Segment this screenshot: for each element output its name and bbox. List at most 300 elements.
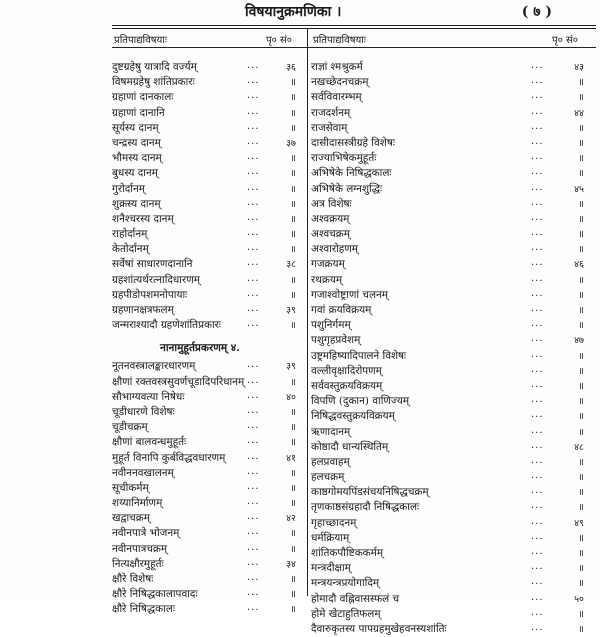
entry-title: जन्मराश्यादौ ग्रहणेशांतिप्रकारः [112,319,222,332]
entry-title: क्षौरे विशेषः [112,573,154,585]
entry-page: ४६ [574,259,584,271]
leader-dots: ... [531,60,544,71]
toc-entry [311,227,596,242]
entry-title: दैवारुकृतस्य पापग्रहमुखेहवनस्यशांतिः [311,622,447,635]
entry-title: क्षौणां बालवन्धमुहूर्तः [112,436,187,449]
leader-dots: ... [531,500,544,512]
entry-page: ४७ [574,335,584,347]
entry-title: राज्याभिषेकमुहूर्तः [311,152,377,165]
entry-page: ४२ [286,513,296,525]
toc-entry [112,75,306,90]
entry-page: ॥ [578,213,584,225]
entry-title: सर्ववस्तुक्रयविक्रयम् [311,379,383,392]
toc-entry [311,288,596,303]
entry-title: होमे खेटाहुतिफलम् [311,607,381,620]
entry-page: ४४ [574,107,584,119]
entry-title: रथक्रयम् [311,273,343,286]
toc-entry [112,405,306,420]
toc-entry [112,526,306,541]
leader-dots: ... [247,480,260,492]
leader-dots: ... [531,272,544,284]
toc-entry [311,349,596,364]
entry-title: चन्द्रस्य दानम् [112,136,161,149]
leader-dots: ... [247,602,260,614]
entry-title: वल्लीवृक्षादिरोपणम् [311,364,382,377]
toc-entry [112,481,306,496]
entry-title: अत्र विशेषः [311,197,352,210]
entry-title: ग्रहपीडोपशमनोपायाः [112,288,188,301]
leader-dots: ... [531,515,544,527]
toc-entry [311,364,596,379]
entry-title: सौभाग्यवत्या निषेधः [112,390,185,403]
leader-dots: ... [247,435,260,447]
entry-title: अभिषेके लग्नशुद्धिः [311,182,383,195]
leader-dots: ... [531,606,544,618]
toc-entry [112,227,306,242]
entry-page: ॥ [578,623,584,635]
toc-entry [311,90,596,105]
leader-dots: ... [531,166,544,178]
leader-dots: ... [247,587,260,599]
entry-page: ॥ [290,198,296,210]
toc-entry [311,409,596,424]
leader-dots: ... [531,196,544,208]
toc-entry [311,379,596,394]
entry-page: ॥ [290,168,296,180]
toc-entry [311,75,596,90]
entry-page: ॥ [578,122,584,134]
toc-entry [112,242,306,257]
column-divider [307,28,308,596]
entry-page: ॥ [290,289,296,301]
entry-page: ॥ [578,456,584,468]
entry-title: ग्रहणानक्षत्रफलम् [112,304,174,316]
entry-page: ३८ [286,259,296,271]
toc-entry [112,303,306,318]
entry-title: राजसेवाम् [311,121,348,134]
leader-dots: ... [531,90,544,102]
leader-dots: ... [247,120,260,132]
leader-dots: ... [247,135,260,147]
toc-entry [311,318,596,333]
toc-entry [311,212,596,227]
toc-entry [112,587,306,602]
toc-entry [112,602,306,617]
entry-page: ॥ [290,498,296,510]
entry-page: ॥ [290,320,296,332]
toc-entry [311,60,596,75]
entry-page: ४३ [574,62,584,73]
toc-entry [311,242,596,257]
entry-page: ॥ [290,528,296,540]
entry-page: ॥ [290,183,296,195]
toc-entry [112,121,306,136]
entry-title: सर्वविवारम्भम् [311,91,362,104]
toc-entry [311,440,596,455]
entry-title: विषमग्रहेषु शांतिप्रकारः [112,76,195,89]
toc-entry [311,333,596,348]
leader-dots: ... [531,151,544,163]
entry-title: सर्वेषां साधारणदानानि [112,258,193,271]
toc-entry [311,257,596,272]
entry-page: ॥ [290,122,296,134]
entry-title: गजाश्वोष्ट्राणां चलनम् [311,288,389,301]
leader-dots: ... [531,561,544,573]
toc-entry [311,455,596,470]
page-number: ( ७ ) [521,4,552,20]
leader-dots: ... [531,287,544,299]
leader-dots: ... [531,227,544,239]
right-column-header [311,30,596,48]
entry-page: ॥ [578,487,584,499]
leader-dots: ... [531,576,544,588]
toc-entry [112,166,306,181]
entry-page: ॥ [290,153,296,165]
toc-entry [112,466,306,481]
entry-page: ३९ [286,361,296,373]
toc-entry [112,136,306,151]
entry-title: ग्रहाणां दानकालः [112,91,174,104]
leader-dots: ... [531,378,544,390]
toc-entry [311,303,596,318]
leader-dots: ... [247,105,260,117]
entry-title: नवीननवखालनम् [112,466,174,479]
toc-entry [112,182,306,197]
leader-dots: ... [247,465,260,477]
entry-title: धर्मक्रियाम् [311,531,350,544]
entry-page: ॥ [578,137,584,149]
entry-title: दुष्टग्रहेषु यात्रादि वर्ज्यम् [112,61,197,73]
toc-entry [112,318,306,333]
leader-dots: ... [247,60,260,71]
toc-entry [311,425,596,440]
entry-page: ॥ [290,437,296,449]
entry-title: गवां क्रयविक्रयम् [311,304,372,316]
entry-title: मन्त्रयन्त्रप्रयोगादिम् [311,577,380,590]
page-title: विषयानुक्रमणिका । [245,4,342,20]
entry-title: ग्रहाणां दानानि [112,106,165,119]
leader-dots: ... [531,242,544,254]
leader-dots: ... [531,424,544,436]
toc-entry [311,592,596,607]
toc-entry [311,531,596,546]
leader-dots: ... [247,496,260,508]
entry-title: नित्यक्षौरमुहूर्तः [112,557,164,570]
page-header [110,2,590,22]
entry-page: ३९ [286,305,296,316]
entry-page: ॥ [578,198,584,210]
leader-dots: ... [531,454,544,466]
entry-page: ॥ [578,396,584,408]
leader-dots: ... [247,511,260,523]
entry-title: अश्वचक्रम् [311,228,350,241]
entry-title: उष्ट्रमहिष्यादिपालने विशेषः [311,349,407,362]
leader-dots: ... [531,211,544,223]
entry-page: ॥ [290,77,296,89]
entry-title: होमादौ वह्निवासस्फलं च [311,592,400,605]
entry-title: तृणकाष्ठसंग्रहादौ निषिद्धकालः [311,501,420,514]
entry-title: मुहूर्त विनापि कुर्बविद्धवधारणम् [112,451,226,464]
leader-dots: ... [531,348,544,360]
entry-title: शनैश्चरस्य दानम् [112,212,174,225]
leader-dots: ... [247,227,260,239]
left-column [112,30,306,618]
entry-page: ॥ [578,92,584,104]
leader-dots: ... [247,303,260,314]
leader-dots: ... [247,404,260,416]
toc-entry [311,500,596,515]
toc-entry [311,470,596,485]
entry-page: ॥ [578,229,584,241]
toc-entry [112,375,306,390]
section-title: नानामुहूर्तप्रकरणम् ४. [160,342,240,355]
entry-page: ॥ [578,472,584,484]
entry-title: गुरोर्दानम् [112,182,145,195]
entry-page: ॥ [578,274,584,286]
leader-dots: ... [247,572,260,583]
entry-title: ग्रहशांत्यर्थरत्नादिधारणम् [112,273,200,286]
entry-title: केतोर्दानम् [112,243,149,256]
entry-page: ॥ [290,406,296,418]
entry-title: हलप्रवाहम् [311,455,350,468]
entry-page: ॥ [290,92,296,104]
entry-page: ५० [574,593,584,605]
toc-entry [311,182,596,197]
entry-page: ॥ [578,578,584,590]
leader-dots: ... [531,621,544,633]
entry-title: क्षौणां रक्तवस्त्रसुवर्णचूडादिपरिधानम् [112,375,245,388]
toc-entry [311,136,596,151]
entry-title: शुक्रस्य दानम् [112,197,161,210]
entry-title: निषिद्धवस्तुक्रयविक्रयम् [311,410,395,423]
entry-page: ॥ [290,229,296,241]
toc-entry [112,273,306,288]
entry-title: नवीनपात्रचक्रम् [112,542,168,555]
leader-dots: ... [531,181,544,193]
leader-dots: ... [247,318,260,330]
entry-page: ॥ [290,482,296,494]
leader-dots: ... [531,363,544,375]
toc-entry [112,151,306,166]
entry-page: ॥ [290,107,296,119]
entry-title: विपणि (दुकान) वाणिज्यम् [311,395,410,408]
entry-title: सूचीकर्मम् [112,481,149,494]
entry-page: ॥ [578,563,584,575]
header-rule-2 [112,28,596,29]
entry-title: दासीदासस्त्रीग्रहे विशेषः [311,136,395,149]
leader-dots: ... [247,541,260,553]
entry-page: ३४ [286,558,296,570]
entry-title: अश्वक्रयम् [311,212,350,225]
toc-entry [311,485,596,500]
entry-title: कोष्ठादौ धान्यस्थितिम् [311,440,389,453]
leader-dots: ... [247,151,260,163]
entry-page: ॥ [578,77,584,89]
entry-page: ॥ [290,376,296,388]
toc-entry [311,106,596,121]
toc-entry [112,288,306,303]
toc-entry [311,197,596,212]
leader-dots: ... [247,359,260,371]
entry-title: अश्वारोहणम् [311,243,359,256]
entry-title: भौमस्य दानम् [112,152,162,165]
right-column [311,30,596,637]
entry-page: ॥ [290,467,296,479]
entry-title: चूडीधारणे विशेषः [112,405,175,418]
toc-entry [112,212,306,227]
leader-dots: ... [247,75,260,87]
leader-dots: ... [531,409,544,421]
leader-dots: ... [247,166,260,178]
toc-entry [311,622,596,637]
entry-page: ॥ [290,274,296,286]
entry-title: राजदर्शनम् [311,106,351,119]
toc-entry [112,435,306,450]
entry-title: नवीनपात्रे भोजनम् [112,527,180,540]
entry-page: ॥ [578,548,584,559]
entry-title: पशुगृहप्रवेशम् [311,334,361,347]
leader-dots: ... [531,257,544,269]
entry-title: अभिषेके निषिद्धकालः [311,167,392,180]
leader-dots: ... [531,394,544,406]
entry-page: ४० [286,391,296,403]
entry-title: पशुनिर्गमम् [311,319,351,332]
toc-entry [311,516,596,531]
leader-dots: ... [247,420,260,432]
toc-entry [311,607,596,622]
entry-title: गृहाच्छादनम् [311,516,357,529]
section-heading [112,333,306,359]
entry-page: ॥ [578,320,584,332]
entry-title: नखच्छेदनचक्रम् [311,76,369,89]
leader-dots: ... [247,181,260,193]
entry-page: ॥ [290,213,296,225]
toc-entry [311,561,596,576]
leader-dots: ... [247,211,260,223]
leader-dots: ... [531,105,544,117]
left-entries [112,60,306,333]
entry-page: ॥ [578,411,584,423]
entry-page: ३६ [286,62,296,73]
leader-dots: ... [247,556,260,568]
leader-dots: ... [531,333,544,345]
toc-entry [311,576,596,591]
toc-entry [112,451,306,466]
column-label: प्रतिपाद्यविषयाः [114,35,167,46]
toc-entry [112,90,306,105]
entry-page: ४९ [574,517,584,529]
leader-dots: ... [247,450,260,462]
entry-title: हलचक्रम् [311,471,345,484]
entry-title: काष्ठगोमयपिंडसंचयनिषिद्धचक्रम् [311,486,429,499]
entry-page: ॥ [578,305,584,316]
entry-title: मन्त्रदीक्षाम् [311,562,351,575]
toc-entry [112,542,306,557]
entry-title: क्षौरे निषिद्धकालापवादः [112,588,198,601]
entry-page: ॥ [578,350,584,362]
right-entries [311,60,596,637]
entry-page: ॥ [290,543,296,555]
leader-dots: ... [531,135,544,147]
entry-page: ॥ [578,502,584,514]
leader-dots: ... [247,374,260,386]
entry-page: ॥ [578,153,584,165]
entry-page: ॥ [578,426,584,438]
toc-entry [311,546,596,561]
toc-entry [311,166,596,181]
entry-title: राज्ञां श्मश्रुकर्म [311,61,363,73]
entry-title: राहोर्दानम् [112,228,148,241]
leader-dots: ... [247,242,260,254]
left-entries-section [112,359,306,617]
toc-entry [112,359,306,374]
entry-title: बुधस्य दानम् [112,167,158,180]
leader-dots: ... [531,530,544,542]
toc-entry [112,197,306,212]
entry-page: ४५ [574,183,584,195]
entry-page: ४८ [574,441,584,453]
entry-title: ऋणादानम् [311,425,351,438]
leader-dots: ... [531,470,544,482]
leader-dots: ... [531,75,544,87]
entry-title: गजक्रयम् [311,258,345,271]
entry-page: ४१ [286,452,296,464]
leader-dots: ... [247,526,260,538]
toc-entry [112,390,306,405]
entry-page: ॥ [578,608,584,620]
entry-page: ॥ [290,244,296,256]
entry-title: खद्वाचक्रम् [112,512,150,525]
entry-page: ॥ [290,574,296,585]
leader-dots: ... [531,120,544,132]
entry-page: ॥ [290,422,296,434]
toc-entry [112,511,306,526]
leader-dots: ... [247,287,260,299]
toc-entry [112,257,306,272]
toc-entry [311,273,596,288]
entry-title: सूर्यस्य दानम् [112,121,159,134]
toc-entry [311,121,596,136]
toc-entry [112,496,306,511]
toc-entry [311,394,596,409]
entry-page: ॥ [578,168,584,180]
leader-dots: ... [247,90,260,102]
leader-dots: ... [531,318,544,330]
entry-title: शय्यानिर्माणम् [112,497,163,510]
entry-page: ॥ [578,532,584,544]
leader-dots: ... [531,303,544,314]
toc-entry [112,557,306,572]
page-label: पृ० सं० [265,35,292,46]
toc-entry [112,572,306,587]
leader-dots: ... [531,546,544,557]
entry-title: नूतनवस्त्रालङ्कारधारणम् [112,360,196,373]
entry-page: ॥ [578,289,584,301]
leader-dots: ... [247,272,260,284]
entry-page: ॥ [290,589,296,601]
entry-page: ॥ [578,365,584,377]
entry-page: ॥ [578,380,584,392]
entry-title: क्षौरे निषिद्धकालः [112,603,175,616]
left-column-header [112,30,306,48]
leader-dots: ... [247,257,260,269]
entry-title: शांतिकपौष्टिककर्मम् [311,547,384,559]
entry-page: ॥ [290,604,296,616]
toc-entry [311,151,596,166]
leader-dots: ... [531,439,544,451]
page-label: पृ० सं० [551,35,578,46]
entry-title: चूडीचक्रम् [112,421,148,434]
